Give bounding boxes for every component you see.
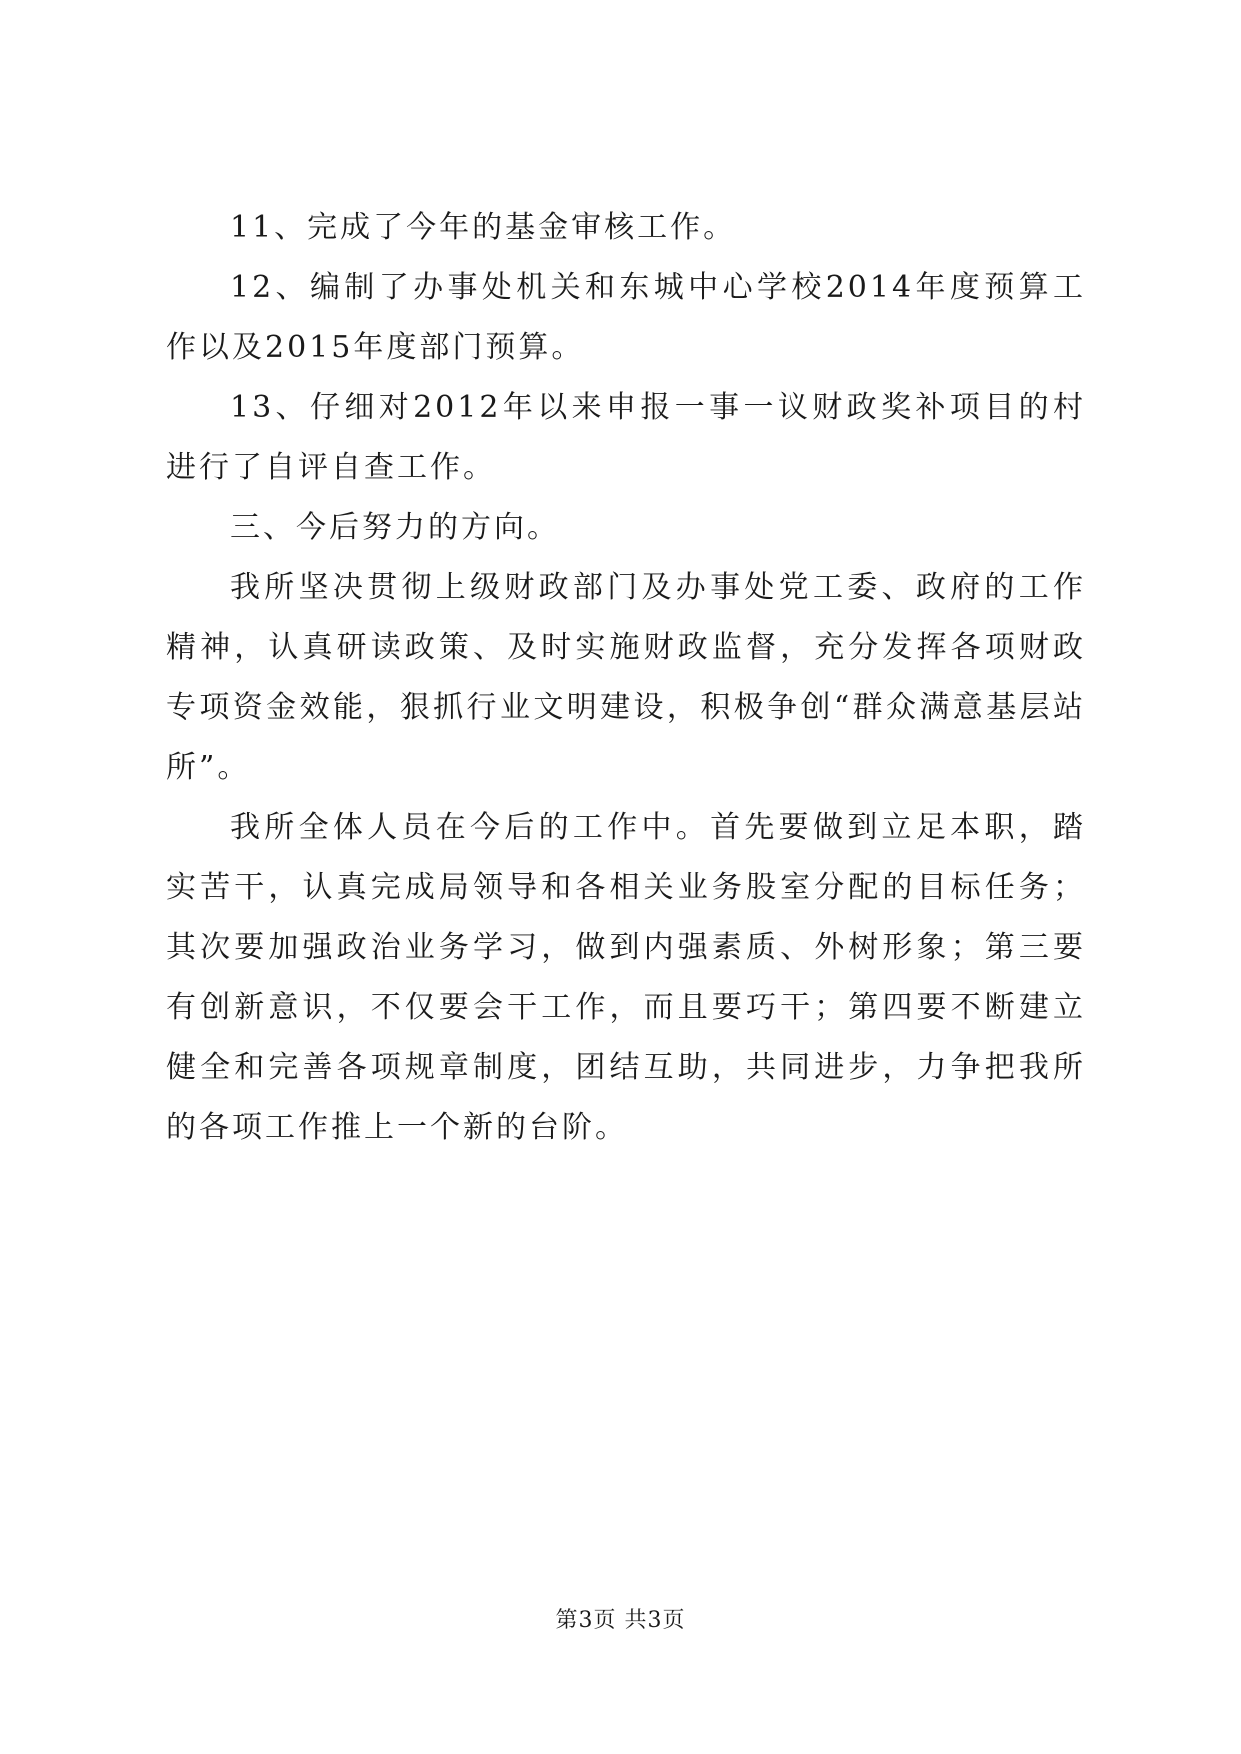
page-footer — [0, 1605, 1241, 1637]
body-paragraph: 我所坚决贯彻上级财政部门及办事处党工委、政府的工作精神，认真研读政策、及时实施财政监督，充分发挥各项财政专项资金效能，狠抓行业文明建设，积极争创“群众满意基层站所”。 — [166, 570, 1086, 785]
item-12-paragraph: 12、编制了办事处机关和东城中心学校2014年度预算工作以及2015年度部门预算。 — [166, 270, 1086, 365]
section-heading: 三、今后努力的方向。 — [230, 510, 560, 545]
item-11-paragraph: 11、完成了今年的基金审核工作。 — [230, 210, 737, 245]
body-paragraph: 我所全体人员在今后的工作中。首先要做到立足本职，踏实苦干，认真完成局领导和各相关业务股室分配的目标任务；其次要加强政治业务学习，做到内强素质、外树形象；第三要有创新意识，不仅要会干工作，而且要巧干；第四要不断建立健全和完善各项规章制度，团结互助，共同进步，力争把我所的各项工作推上一个新的台阶。 — [166, 810, 1086, 1145]
page-number-label: 第3页 共3页 — [555, 1608, 686, 1633]
item-13-paragraph: 13、仔细对2012年以来申报一事一议财政奖补项目的村进行了自评自查工作。 — [166, 390, 1086, 485]
document-body — [166, 198, 1086, 1158]
